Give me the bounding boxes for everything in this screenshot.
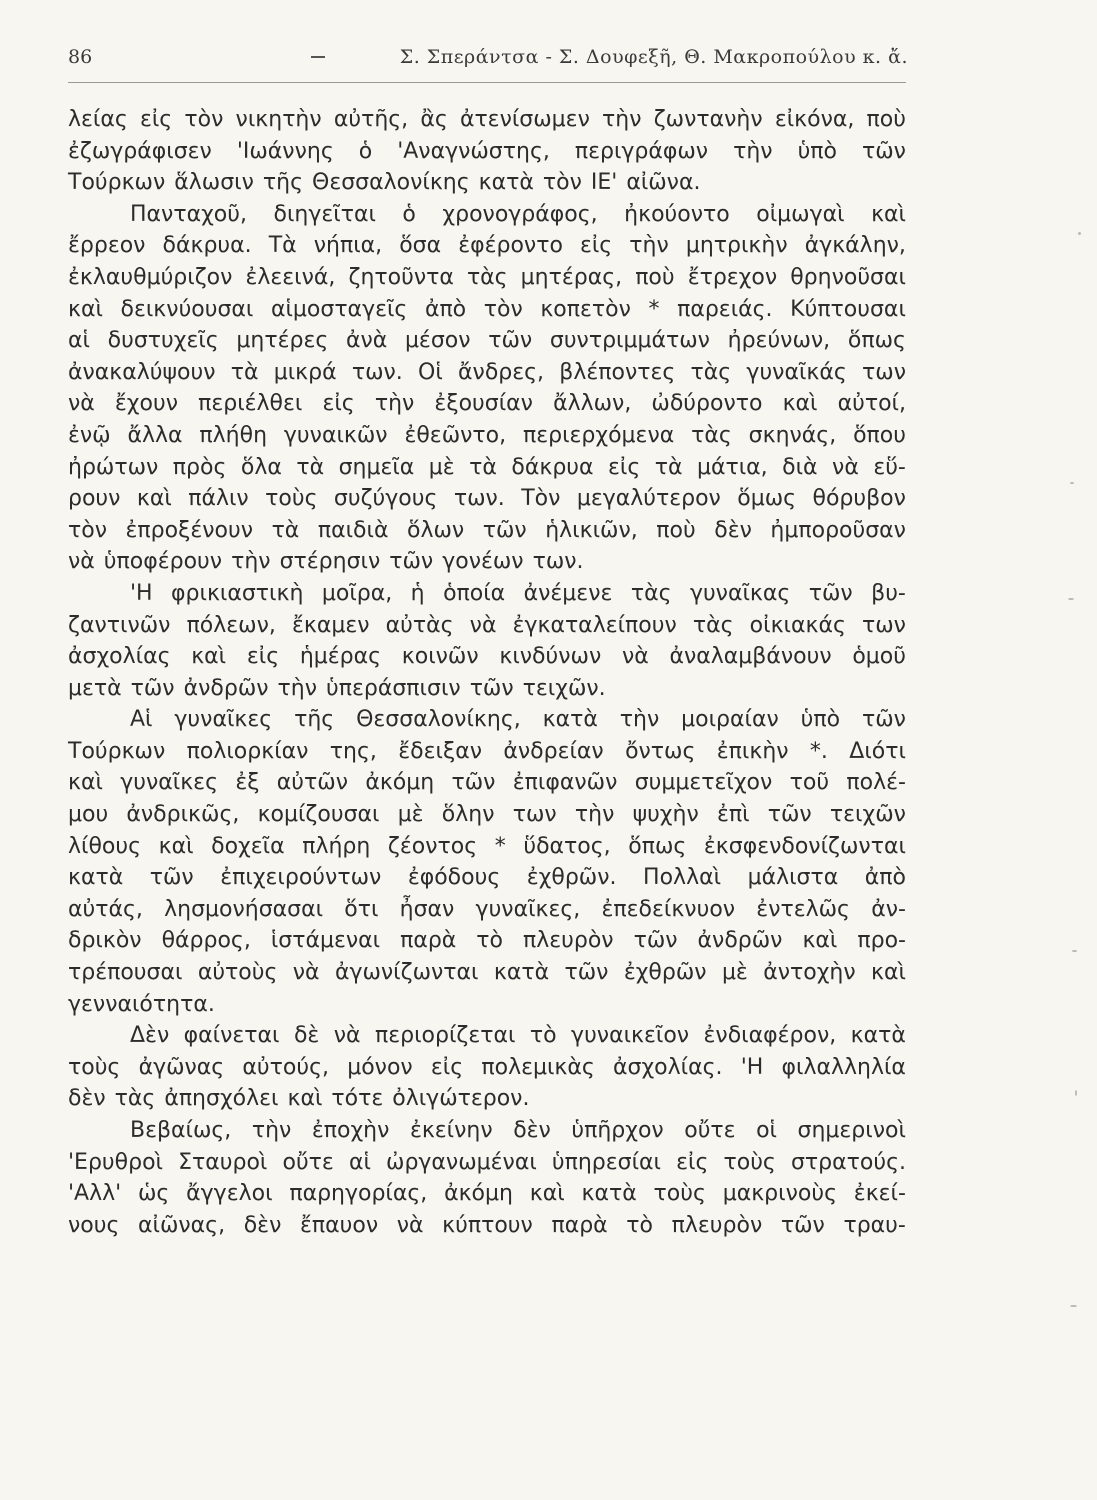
text-line: Αἱ γυναῖκες τῆς Θεσσαλονίκης, κατὰ τὴν μοιραίαν ὑπὸ τῶν bbox=[130, 707, 906, 733]
text-line: τὸν ἐπροξένουν τὰ παιδιὰ ὅλων τῶν ἡλικιῶν, ποὺ δὲν ἠμποροῦσαν bbox=[68, 517, 906, 543]
text-line: νὰ ἔχουν περιέλθει εἰς τὴν ἐξουσίαν ἄλλων, ὠδύροντο καὶ αὐτοί, bbox=[68, 391, 906, 417]
text-line: μου ἀνδρικῶς, κομίζουσαι μὲ ὅλην των τὴν ψυχὴν ἐπὶ τῶν τειχῶν bbox=[68, 802, 906, 828]
header-rule bbox=[68, 82, 906, 83]
text-line: γενναιότητα. bbox=[68, 991, 215, 1017]
text-line: λίθους καὶ δοχεῖα πλήρη ζέοντος * ὕδατος, ὅπως ἐκσφενδονίζωνται bbox=[68, 833, 906, 859]
text-line: δὲν τὰς ἀπησχόλει καὶ τότε ὀλιγώτερον. bbox=[68, 1086, 530, 1112]
text-line: Βεβαίως, τὴν ἐποχὴν ἐκείνην δὲν ὑπῆρχον οὔτε οἱ σημερινοὶ bbox=[130, 1118, 906, 1143]
scan-speck bbox=[1070, 1305, 1077, 1307]
text-line: ἐζωγράφισεν 'Ιωάννης ὁ 'Αναγνώστης, περιγράφων τὴν ὑπὸ τῶν bbox=[68, 138, 906, 164]
text-line: τοὺς ἀγῶνας αὐτούς, μόνον εἰς πολεμικὰς ἀσχολίας. 'Η φιλαλληλία bbox=[68, 1054, 906, 1080]
text-line: ἀνακαλύψουν τὰ μικρά των. Οἱ ἄνδρες, βλέποντες τὰς γυναῖκάς των bbox=[68, 359, 906, 385]
text-line: αἱ δυστυχεῖς μητέρες ἀνὰ μέσον τῶν συντριμμάτων ἠρεύνων, ὅπως bbox=[68, 328, 906, 354]
text-line: ἔρρεον δάκρυα. Τὰ νήπια, ὅσα ἐφέροντο εἰς τὴν μητρικὴν ἀγκάλην, bbox=[68, 233, 906, 259]
text-line: Δὲν φαίνεται δὲ νὰ περιορίζεται τὸ γυναικεῖον ἐνδιαφέρον, κατὰ bbox=[130, 1023, 906, 1049]
running-head: Σ. Σπεράντσα - Σ. Δουφεξῆ, Θ. Μακροπούλου κ. ἄ. bbox=[399, 46, 908, 68]
text-line: 'Ερυθροὶ Σταυροὶ οὔτε αἱ ὠργανωμέναι ὑπηρεσίαι εἰς τοὺς στρατούς. bbox=[68, 1149, 906, 1175]
page-header bbox=[68, 46, 908, 76]
text-line: μετὰ τῶν ἀνδρῶν τὴν ὑπεράσπισιν τῶν τειχῶν. bbox=[68, 675, 606, 701]
text-line: ἀσχολίας καὶ εἰς ἡμέρας κοινῶν κινδύνων νὰ ἀναλαμβάνουν ὁμοῦ bbox=[68, 644, 906, 670]
text-line: ἐνῷ ἄλλα πλήθη γυναικῶν ἐθεῶντο, περιερχόμενα τὰς σκηνάς, ὅπου bbox=[68, 422, 906, 448]
scan-speck bbox=[1068, 598, 1074, 600]
scan-speck bbox=[1075, 1090, 1077, 1096]
scan-speck bbox=[1070, 482, 1074, 484]
scan-speck bbox=[1078, 232, 1081, 235]
text-line: νους αἰῶνας, δὲν ἔπαυον νὰ κύπτουν παρὰ τὸ πλευρὸν τῶν τραυ- bbox=[68, 1212, 906, 1238]
text-line: λείας εἰς τὸν νικητὴν αὐτῆς, ἂς ἀτενίσωμεν τὴν ζωντανὴν εἰκόνα, ποὺ bbox=[68, 107, 906, 132]
text-line: δρικὸν θάρρος, ἱστάμεναι παρὰ τὸ πλευρὸν τῶν ἀνδρῶν καὶ προ- bbox=[68, 928, 906, 954]
text-line: νὰ ὑποφέρουν τὴν στέρησιν τῶν γονέων των. bbox=[68, 549, 584, 575]
text-line: καὶ δεικνύουσαι αἱμοσταγεῖς ἀπὸ τὸν κοπετὸν * παρειάς. Κύπτουσαι bbox=[68, 296, 906, 322]
text-line: 'Αλλ' ὡς ἄγγελοι παρηγορίας, ἀκόμη καὶ κατὰ τοὺς μακρινοὺς ἐκεί- bbox=[68, 1181, 906, 1207]
text-line: ἐκλαυθμύριζον ἐλεεινά, ζητοῦντα τὰς μητέρας, ποὺ ἔτρεχον θρηνοῦσαι bbox=[68, 264, 906, 290]
text-line: κατὰ τῶν ἐπιχειρούντων ἐφόδους ἐχθρῶν. Πολλαὶ μάλιστα ἀπὸ bbox=[68, 865, 906, 891]
text-line: Τούρκων πολιορκίαν της, ἔδειξαν ἀνδρείαν ὄντως ἐπικὴν *. Διότι bbox=[68, 738, 906, 764]
text-line: ζαντινῶν πόλεων, ἔκαμεν αὐτὰς νὰ ἐγκαταλείπουν τὰς οἰκιακάς των bbox=[68, 612, 906, 638]
text-line: ρουν καὶ πάλιν τοὺς συζύγους των. Τὸν μεγαλύτερον ὅμως θόρυβον bbox=[68, 486, 906, 512]
header-dash-mark bbox=[311, 56, 325, 58]
text-line: αὐτάς, λησμονήσασαι ὅτι ἦσαν γυναῖκες, ἐπεδείκνυον ἐντελῶς ἀν- bbox=[68, 896, 906, 922]
page-number: 86 bbox=[68, 46, 93, 68]
body-text bbox=[68, 104, 906, 1241]
text-line: καὶ γυναῖκες ἐξ αὐτῶν ἀκόμη τῶν ἐπιφανῶν συμμετεῖχον τοῦ πολέ- bbox=[68, 770, 906, 796]
text-line: 'Η φρικιαστικὴ μοῖρα, ἡ ὁποία ἀνέμενε τὰς γυναῖκας τῶν βυ- bbox=[130, 580, 906, 606]
text-line: τρέπουσαι αὐτοὺς νὰ ἀγωνίζωνται κατὰ τῶν ἐχθρῶν μὲ ἀντοχὴν καὶ bbox=[68, 960, 906, 986]
text-line: Πανταχοῦ, διηγεῖται ὁ χρονογράφος, ἠκούοντο οἰμωγαὶ καὶ bbox=[130, 201, 906, 227]
scan-speck bbox=[1072, 950, 1077, 952]
text-line: ἠρώτων πρὸς ὅλα τὰ σημεῖα μὲ τὰ δάκρυα εἰς τὰ μάτια, διὰ νὰ εὕ- bbox=[68, 454, 906, 480]
text-line: Τούρκων ἅλωσιν τῆς Θεσσαλονίκης κατὰ τὸν ΙΕ' αἰῶνα. bbox=[68, 170, 701, 196]
